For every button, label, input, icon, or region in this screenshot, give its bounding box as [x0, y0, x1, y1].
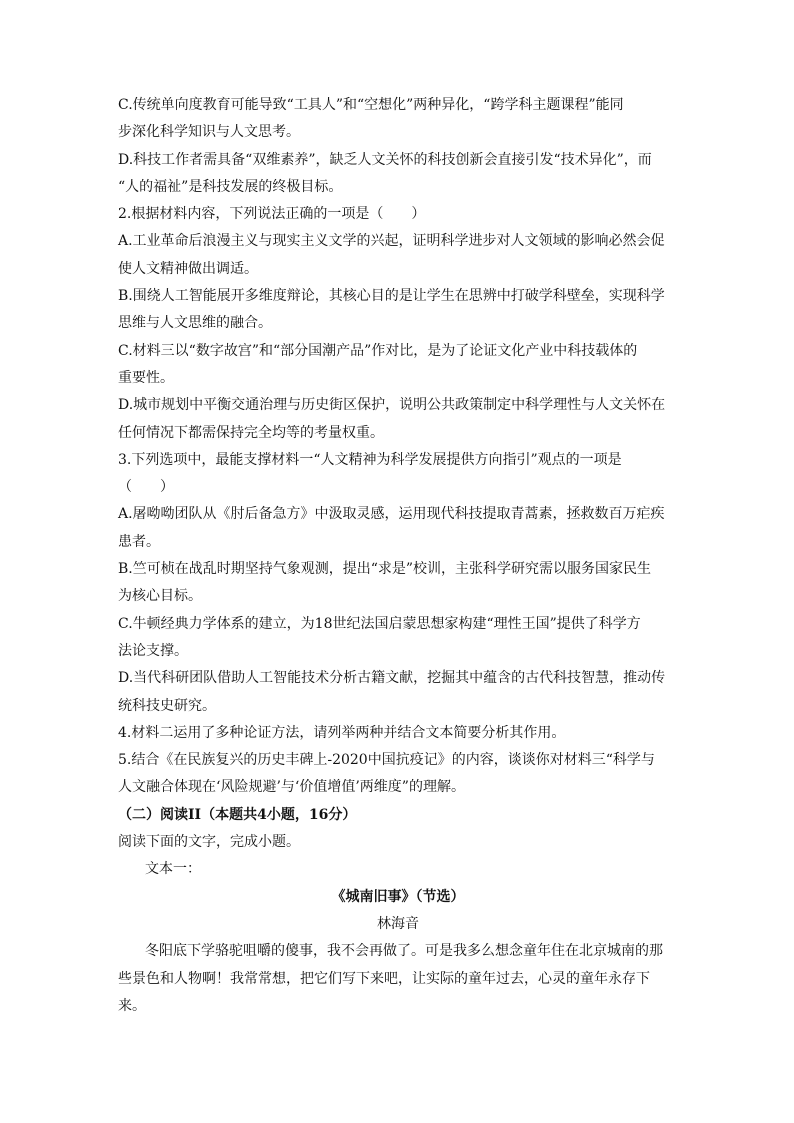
q3-option-d-line-1: D.当代科研团队借助人工智能技术分析古籍文献，挖掘其中蕴含的古代科技智慧，推动传 — [118, 670, 666, 687]
question-3-line-1: 3.下列选项中，最能支撑材料一“人文精神为科学发展提供方向指引”观点的一项是 — [118, 451, 622, 468]
q3-option-c-line-1: C.牛顿经典力学体系的建立，为18世纪法国启蒙思想家构建“理性王国”提供了科学方 — [118, 615, 641, 632]
option-c-line-2: 步深化科学知识与人文思考。 — [118, 124, 300, 141]
author: 林海音 — [377, 915, 419, 932]
q3-option-a-line-2: 患者。 — [118, 533, 160, 550]
q3-option-c-line-2: 法论支撑。 — [118, 642, 188, 659]
q3-option-b-line-1: B.竺可桢在战乱时期坚持气象观测，提出“求是”校训，主张科学研究需以服务国家民生 — [118, 561, 652, 578]
paragraph-line-1: 冬阳底下学骆驼咀嚼的傻事，我不会再做了。可是我多么想念童年住在北京城南的那 — [145, 943, 663, 960]
q2-option-a-line-1: A.工业革命后浪漫主义与现实主义文学的兴起，证明科学进步对人文领域的影响必然会促 — [118, 233, 665, 250]
q2-option-d-line-1: D.城市规划中平衡交通治理与历史街区保护，说明公共政策制定中科学理性与人文关怀在 — [118, 397, 666, 414]
q2-option-a-line-2: 使人文精神做出调适。 — [118, 260, 258, 277]
question-4: 4.材料二运用了多种论证方法，请列举两种并结合文本简要分析其作用。 — [118, 724, 566, 741]
option-d-line-2: “人的福祉”是科技发展的终极目标。 — [118, 178, 343, 195]
section-heading: （二）阅读II（本题共4小题，16分） — [118, 806, 357, 823]
instruction: 阅读下面的文字，完成小题。 — [118, 834, 300, 851]
paragraph-line-3: 来。 — [118, 997, 146, 1014]
q2-option-c-line-2: 重要性。 — [118, 369, 174, 386]
q2-option-b-line-1: B.围绕人工智能展开多维度辩论，其核心目的是让学生在思辨中打破学科壁垒，实现科学 — [118, 288, 665, 305]
option-c-line-1: C.传统单向度教育可能导致“工具人”和“空想化”两种异化，“跨学科主题课程”能同 — [118, 97, 624, 113]
question-2: 2.根据材料内容，下列说法正确的一项是（ ） — [118, 206, 426, 223]
q2-option-c-line-1: C.材料三以“数字故宫”和“部分国潮产品”作对比，是为了论证文化产业中科技载体的 — [118, 342, 638, 359]
question-5-line-1: 5.结合《在民族复兴的历史丰碑上-2020中国抗疫记》的内容，谈谈你对材料三“科学与 — [118, 752, 655, 769]
q3-option-d-line-2: 统科技史研究。 — [118, 697, 216, 714]
q3-option-b-line-2: 为核心目标。 — [118, 588, 202, 605]
q3-option-a-line-1: A.屠呦呦团队从《肘后备急方》中汲取灵感，运用现代科技提取青蒿素，拯救数百万疟疾 — [118, 506, 665, 523]
question-5-line-2: 人文融合体现在‘风险规避’与‘价值增值’两维度”的理解。 — [118, 779, 465, 796]
paragraph-line-2: 些景色和人物啊！我常常想，把它们写下来吧，让实际的童年过去，心灵的童年永存下 — [118, 970, 650, 987]
option-d-line-1: D.科技工作者需具备“双维素养”，缺乏人文关怀的科技创新会直接引发“技术异化”，而 — [118, 151, 652, 168]
question-3-line-2: （ ） — [118, 479, 174, 496]
document-page — [118, 92, 678, 1020]
q2-option-d-line-2: 任何情况下都需保持完全均等的考量权重。 — [118, 424, 384, 441]
text-label: 文本一： — [145, 861, 201, 878]
q2-option-b-line-2: 思维与人文思维的融合。 — [118, 315, 272, 332]
article-title: 《城南旧事》（节选） — [331, 888, 465, 905]
